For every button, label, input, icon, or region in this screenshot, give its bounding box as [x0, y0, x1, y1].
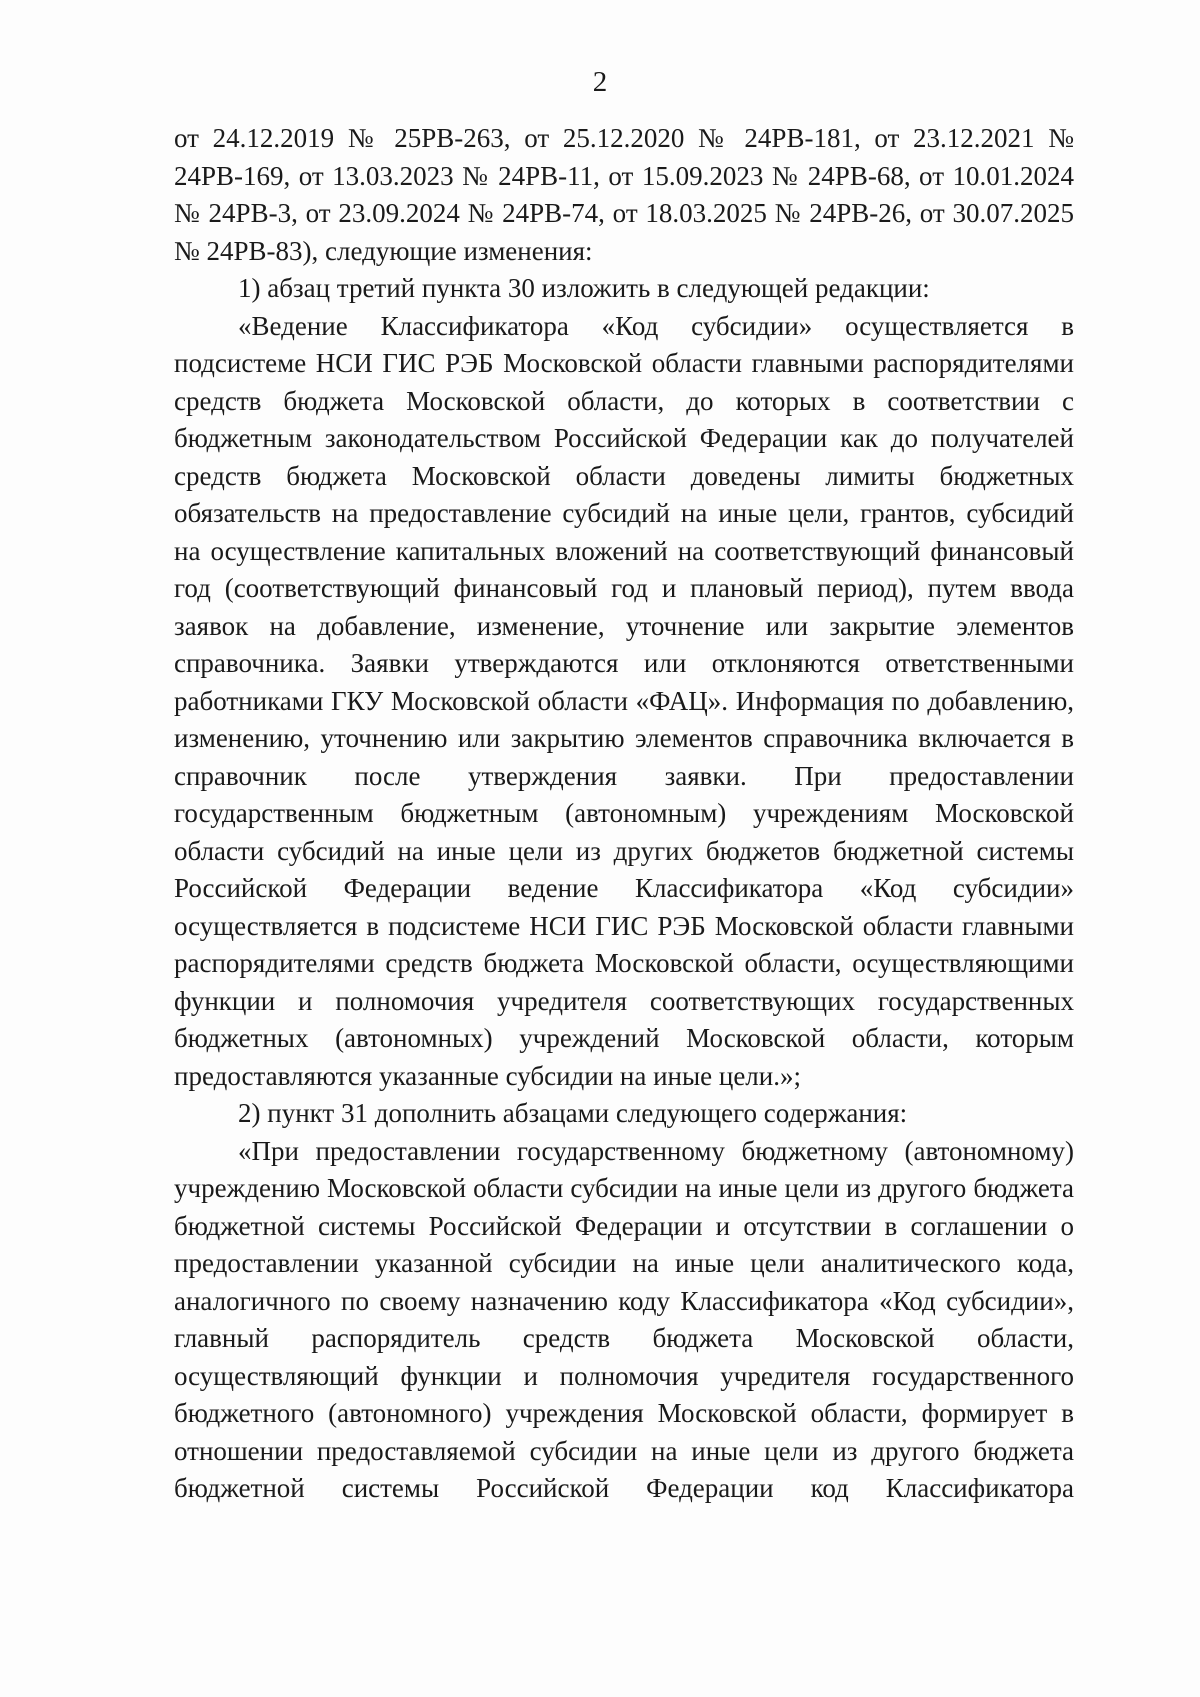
paragraph-amendment-list: от 24.12.2019 № 25РВ-263, от 25.12.2020 № 24РВ-181, от 23.12.2021 № 24РВ-169, от 13.03.2023 № 24РВ-11, от 15.09.2023 № 24РВ-68, от 10.01.2024 № 24РВ-3, от 23.09.2024 № 24РВ-74, от 18.03.2025 № 24РВ-26, от 30.07.2025 № 24РВ-83), следующие изменения: — [174, 123, 1074, 266]
paragraph-item-2-heading: 2) пункт 31 дополнить абзацами следующего содержания: — [238, 1098, 908, 1128]
paragraph-item-1-text: «Ведение Классификатора «Код субсидии» осуществляется в подсистеме НСИ ГИС РЭБ Московской области главными распорядителями средств бюджета Московской области, до которых в соответствии с бюджетным законодательством Российской Федерации как до получателей средств бюджета Московской области доведены лимиты бюджетных обязательств на предоставление субсидий на иные цели, грантов, субсидий на осуществление капитальных вложений на соответствующий финансовый год (соответствующий финансовый год и плановый период), путем ввода заявок на добавление, изменение, уточнение или закрытие элементов справочника. Заявки утверждаются или отклоняются ответственными работниками ГКУ Московской области «ФАЦ». Информация по добавлению, изменению, уточнению или закрытию элементов справочника включается в справочник после утверждения заявки. При предоставлении государственным бюджетным (автономным) учреждениям Московской области субсидий на иные цели из других бюджетов бюджетной системы Российской Федерации ведение Классификатора «Код субсидии» осуществляется в подсистеме НСИ ГИС РЭБ Московской области главными распорядителями средств бюджета Московской области, осуществляющими функции и полномочия учредителя соответствующих государственных бюджетных (автономных) учреждений Московской области, которым предоставляются указанные субсидии на иные цели.»; — [174, 310, 1074, 1091]
paragraph-item-2-text: «При предоставлении государственному бюджетному (автономному) учреждению Московской области субсидии на иные цели из другого бюджета бюджетной системы Российской Федерации и отсутствии в соглашении о предоставлении указанной субсидии на иные цели аналитического кода, аналогичного по своему назначению коду Классификатора «Код субсидии», главный распорядитель средств бюджета Московской области, осуществляющий функции и полномочия учредителя государственного бюджетного (автономного) учреждения Московской области, формирует в отношении предоставляемой субсидии на иные цели из другого бюджета бюджетной системы Российской Федерации код Классификатора — [174, 1135, 1074, 1503]
document-body — [174, 120, 1074, 1508]
page-number: 2 — [592, 66, 608, 98]
paragraph-item-1-heading: 1) абзац третий пункта 30 изложить в следующей редакции: — [238, 273, 930, 303]
